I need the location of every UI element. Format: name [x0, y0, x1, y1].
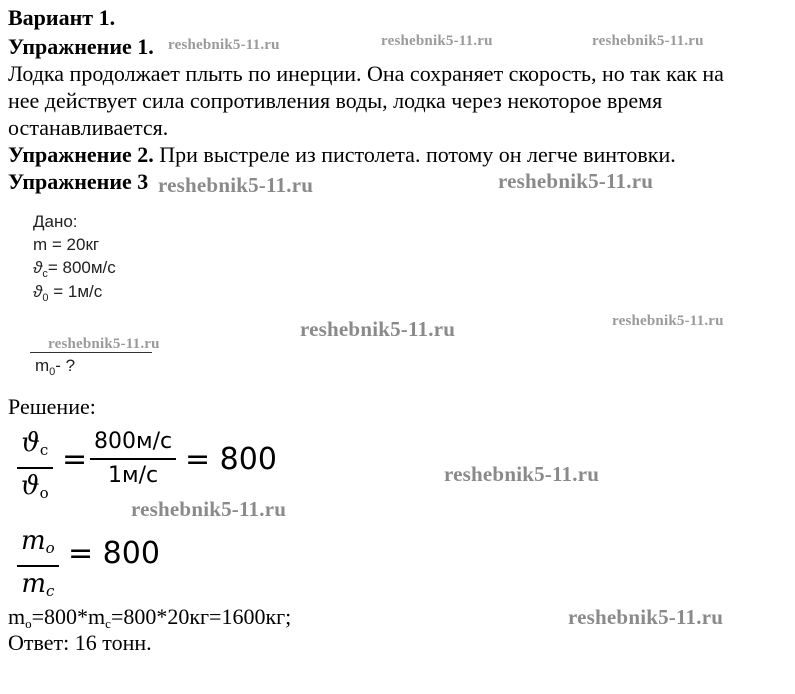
find-mass — [35, 354, 75, 384]
formula-1-result: = 800 — [185, 442, 277, 477]
watermark: reshebnik5-11.ru — [381, 33, 493, 49]
exercise-1-text-line-3: останавливается. — [8, 115, 169, 140]
fraction-mass-ratio — [17, 524, 59, 608]
watermark: reshebnik5-11.ru — [498, 169, 654, 193]
fraction-denominator: $ϑ_o$ — [21, 471, 49, 502]
watermark: reshebnik5-11.ru — [592, 33, 704, 49]
given-mass: m = 20кг — [33, 235, 100, 254]
symbol-m: m — [35, 356, 50, 375]
exercise-1-text-line-2: нее действует сила сопротивления воды, лодка через некоторое время — [8, 88, 663, 113]
watermark: reshebnik5-11.ru — [48, 336, 160, 352]
fraction-speed-ratio — [17, 426, 53, 510]
exercise-3-heading: Упражнение 3 — [8, 169, 149, 194]
value: = 800м/с — [47, 258, 116, 277]
watermark: reshebnik5-11.ru — [300, 317, 456, 341]
exercise-2-heading: Упражнение 2. — [8, 142, 154, 167]
exercise-1-text-line-1: Лодка продолжает плыть по инерции. Она сохраняет скорость, но так как на — [8, 61, 724, 86]
solution-label: Решение: — [8, 394, 96, 419]
watermark: reshebnik5-11.ru — [131, 497, 287, 521]
fraction-values — [90, 426, 176, 492]
equals-sign: = — [62, 442, 88, 477]
symbol-theta: ϑ — [33, 282, 43, 301]
subscript: 0 — [49, 366, 56, 378]
watermark: reshebnik5-11.ru — [568, 605, 724, 629]
subscript: c — [42, 268, 48, 280]
watermark: reshebnik5-11.ru — [158, 173, 314, 197]
value: = 1м/с — [48, 282, 103, 301]
fraction-denominator: 1м/с — [108, 463, 159, 488]
subscript: 0 — [42, 292, 49, 304]
given-label: Дано: — [33, 212, 78, 231]
exercise-1-heading: Упражнение 1. — [8, 34, 154, 59]
watermark: reshebnik5-11.ru — [168, 37, 280, 53]
fraction-numerator: 800м/с — [94, 429, 173, 454]
symbol-theta: ϑ — [33, 258, 43, 277]
fraction-numerator: $ϑ_c$ — [21, 428, 49, 459]
find-rest: - ? — [55, 356, 76, 375]
formula-2-result: = 800 — [68, 536, 160, 571]
watermark: reshebnik5-11.ru — [444, 462, 600, 486]
watermark: reshebnik5-11.ru — [612, 313, 724, 329]
exercise-2-paragraph — [8, 141, 676, 169]
variant-title: Вариант 1. — [8, 5, 116, 30]
fraction-numerator: $m_o$ — [21, 526, 55, 557]
fraction-denominator: $m_c$ — [21, 569, 55, 600]
exercise-2-text: При выстреле из пистолета. потому он легче винтовки. — [153, 142, 676, 167]
calculation-line: $m_o=800*m_c=800*20кг=1600кг$; — [8, 604, 292, 631]
answer-line: Ответ: 16 тонн. — [8, 630, 152, 655]
given-gun-speed — [33, 280, 102, 310]
